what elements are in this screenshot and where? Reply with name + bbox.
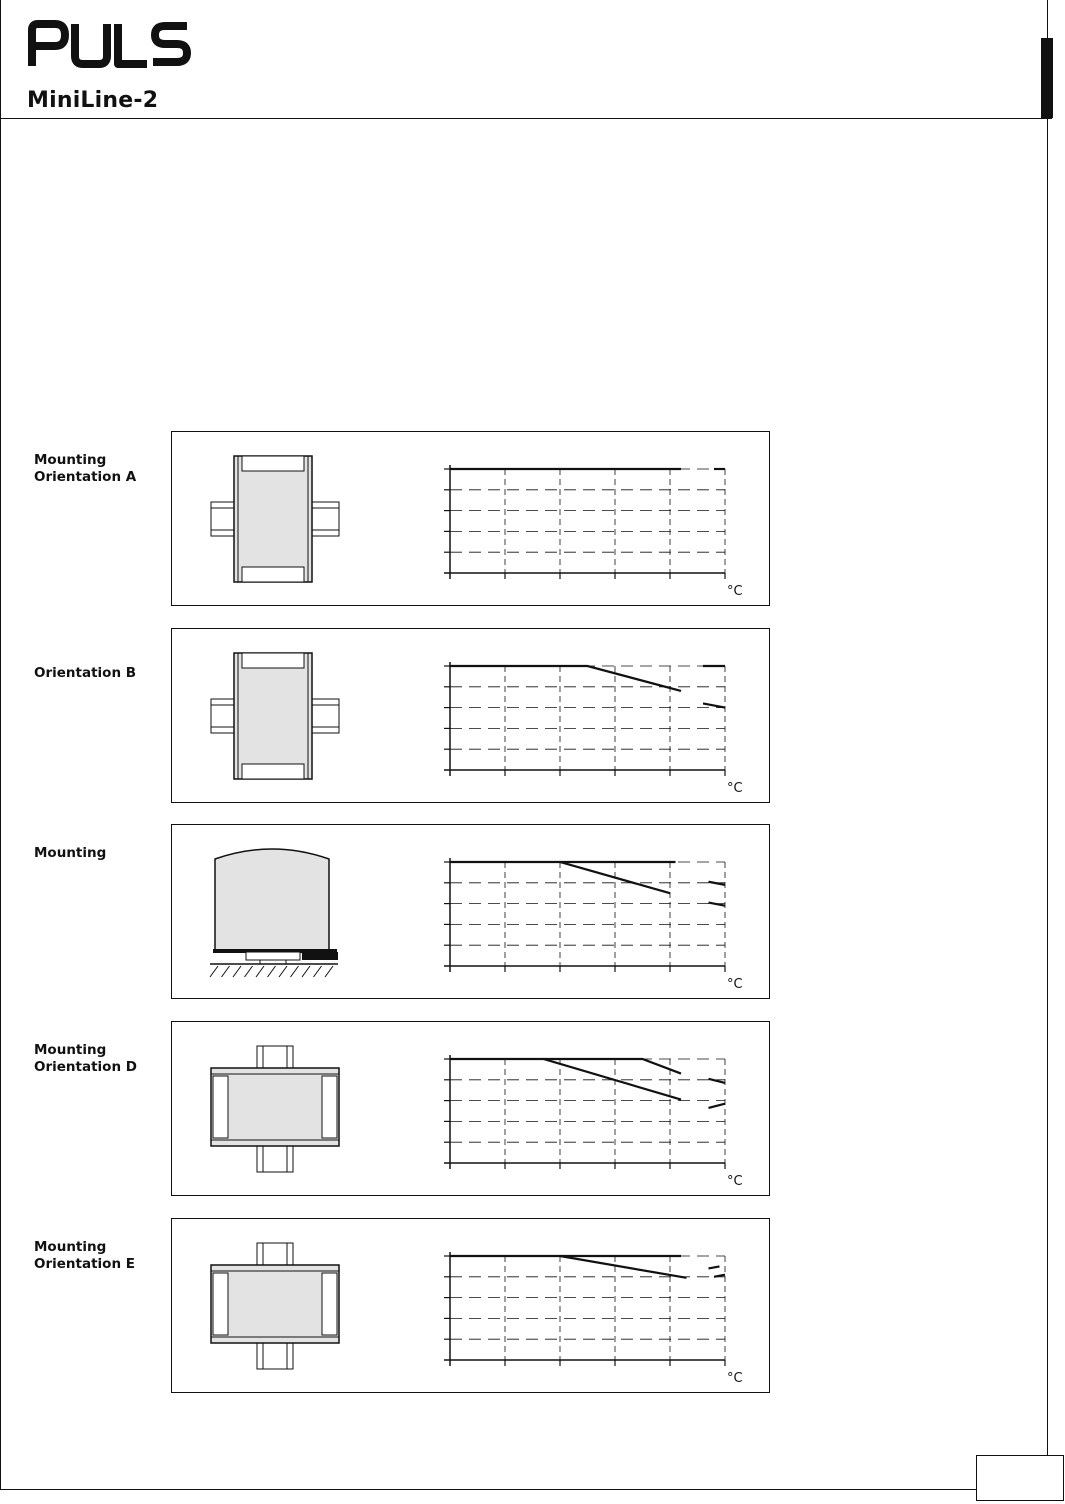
temperature-unit-label: °C [727, 977, 743, 992]
device-housing [234, 456, 312, 582]
derating-curve [450, 666, 681, 691]
surface-hatch [256, 966, 264, 977]
surface-hatch [245, 966, 253, 977]
mounting-plate-end [302, 952, 338, 960]
orientation-a-panel [171, 431, 770, 606]
temperature-unit-label: °C [727, 1174, 743, 1189]
terminal-block [242, 764, 304, 779]
puls-logo [27, 20, 192, 68]
surface-hatch [279, 966, 287, 977]
derating-curve [709, 1079, 726, 1083]
derating-curve [709, 1104, 726, 1108]
orientation-e-figure [172, 1219, 771, 1394]
surface-hatch [325, 966, 333, 977]
orientation-d-label: Mounting Orientation D [34, 1042, 137, 1075]
device-housing [211, 1265, 339, 1343]
surface-hatch [222, 966, 230, 977]
device-housing [211, 1068, 339, 1146]
product-title: MiniLine-2 [27, 88, 159, 113]
orientation-c-label: Mounting [34, 845, 107, 861]
orientation-c-figure [172, 825, 771, 1000]
din-rail [246, 952, 300, 960]
derating-curve [709, 903, 726, 906]
orientation-b-figure [172, 629, 771, 804]
terminal-block [322, 1076, 337, 1138]
orientation-d-figure [172, 1022, 771, 1197]
terminal-block [242, 456, 304, 471]
surface-hatch [210, 966, 218, 977]
terminal-block [242, 567, 304, 582]
header-side-bar [1041, 38, 1053, 118]
device-housing [234, 653, 312, 779]
page-number-box [976, 1455, 1064, 1501]
derating-curve [450, 1256, 687, 1278]
derating-curve [703, 703, 725, 707]
terminal-block [242, 653, 304, 668]
temperature-unit-label: °C [727, 1371, 743, 1386]
orientation-b-label: Orientation B [34, 665, 137, 681]
orientation-d-panel [171, 1021, 770, 1196]
temperature-unit-label: °C [727, 781, 743, 796]
surface-hatch [233, 966, 241, 977]
temperature-unit-label: °C [727, 584, 743, 599]
header-divider [0, 118, 1052, 119]
surface-hatch [314, 966, 322, 977]
orientation-e-label: Mounting Orientation E [34, 1239, 135, 1272]
orientation-b-panel [171, 628, 770, 803]
surface-hatch [268, 966, 276, 977]
orientation-c-panel [171, 824, 770, 999]
surface-hatch [291, 966, 299, 977]
terminal-block [213, 1273, 228, 1335]
orientation-a-figure [172, 432, 771, 607]
derating-curve [544, 1059, 682, 1074]
surface-hatch [302, 966, 310, 977]
derating-curve [709, 882, 726, 885]
device-housing [215, 849, 329, 951]
orientation-a-label: Mounting Orientation A [34, 452, 137, 485]
derating-curve [450, 1059, 681, 1100]
terminal-block [213, 1076, 228, 1138]
terminal-block [322, 1273, 337, 1335]
orientation-e-panel [171, 1218, 770, 1393]
derating-curve [709, 1266, 720, 1268]
